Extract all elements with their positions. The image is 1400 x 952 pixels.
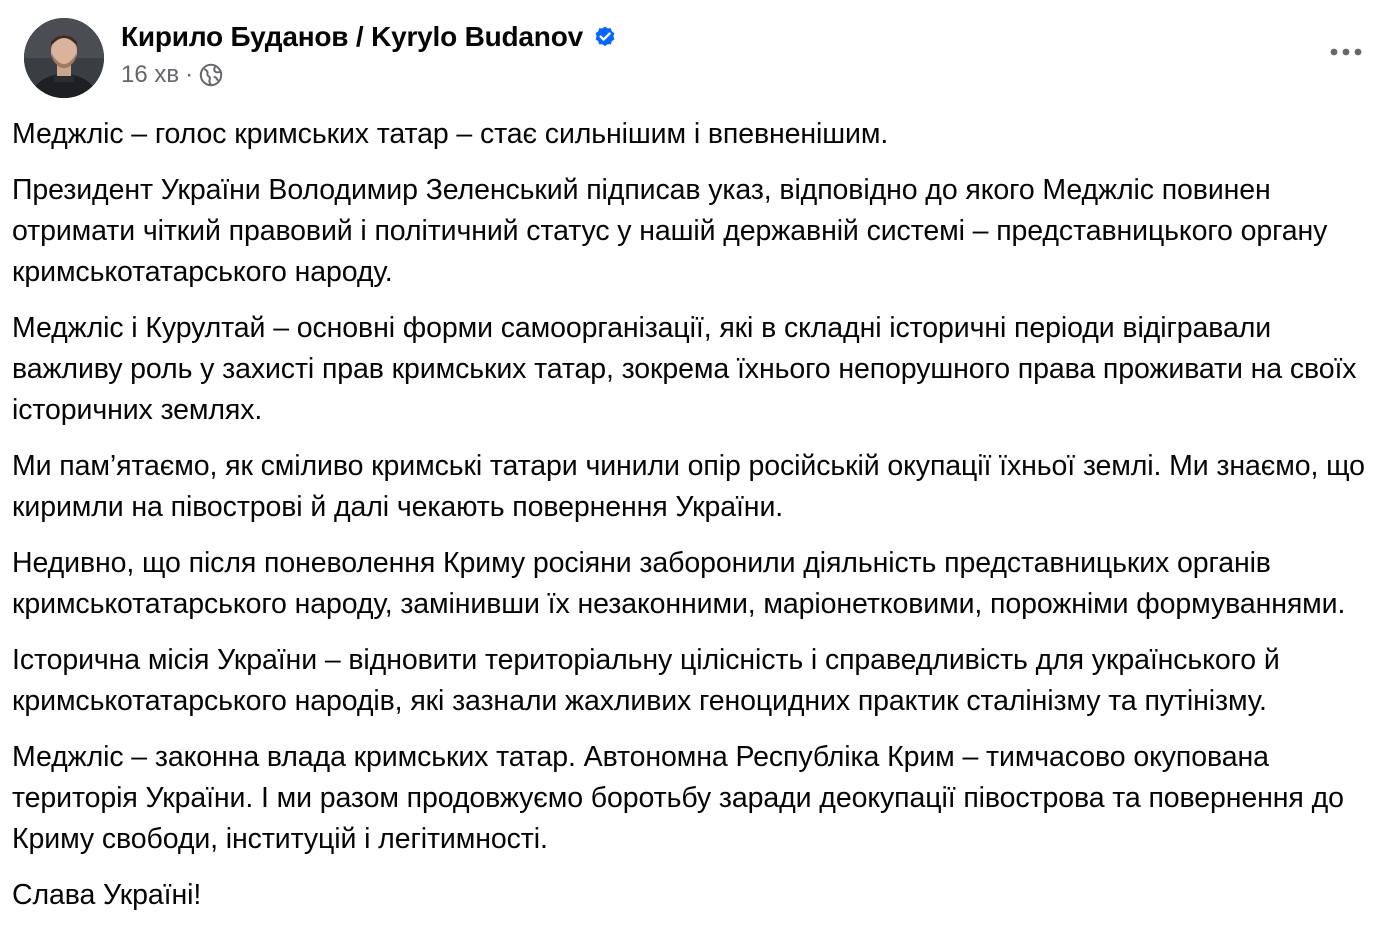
post-paragraph: Недивно, що після поневолення Криму росіяни заборонили діяльність представницьких органів кримськотатарського народу, замінивши їх незаконними, маріонетковими, порожніми формуваннями. (12, 547, 1346, 620)
meta-separator: · (185, 61, 194, 88)
post-timestamp[interactable]: 16 хв (121, 61, 180, 88)
post-body (12, 114, 1388, 916)
avatar[interactable] (24, 18, 104, 98)
post-paragraph: Меджліс – законна влада кримських татар. Автономна Республіка Крим – тимчасово окупована територія України. І ми разом продовжуємо боротьбу заради деокупації півострова та повернення до Криму свободи, інституцій і легітимності. (12, 741, 1344, 855)
post-meta (121, 60, 617, 90)
post-paragraph: Меджліс і Курултай – основні форми самоорганізації, які в складні історичні періоди відігравали важливу роль у захисті прав кримських татар, зокрема їхнього непорушного права проживати на своїх історичних землях. (12, 312, 1357, 426)
avatar-photo (24, 18, 104, 98)
author-line (121, 20, 617, 54)
verified-badge-icon (593, 25, 617, 49)
post-paragraph: Ми пам’ятаємо, як сміливо кримські татари чинили опір російській окупації їхньої землі. Ми знаємо, що киримли на півострові й далі чекають повернення України. (12, 450, 1365, 523)
more-options-button[interactable] (1324, 36, 1368, 72)
author-block (121, 20, 617, 90)
globe-icon[interactable] (199, 63, 223, 87)
post-paragraph: Історична місія України – відновити територіальну цілісність і справедливість для українського й кримськотатарського народів, які зазнали жахливих геноцидних практик сталінізму та путінізму. (12, 644, 1280, 717)
more-horizontal-icon (1328, 45, 1364, 63)
post-header (12, 0, 1388, 112)
post-paragraph: Президент України Володимир Зеленський підписав указ, відповідно до якого Меджліс повинен отримати чіткий правовий і політичний статус у нашій державній системі – представницького органу кримськотатарського народу. (12, 174, 1328, 288)
post-paragraph: Меджліс – голос кримських татар – стає сильнішим і впевненішим. (12, 118, 889, 150)
author-name[interactable]: Кирило Буданов / Kyrylo Budanov (121, 21, 583, 52)
post-paragraph: Слава Україні! (12, 879, 202, 911)
